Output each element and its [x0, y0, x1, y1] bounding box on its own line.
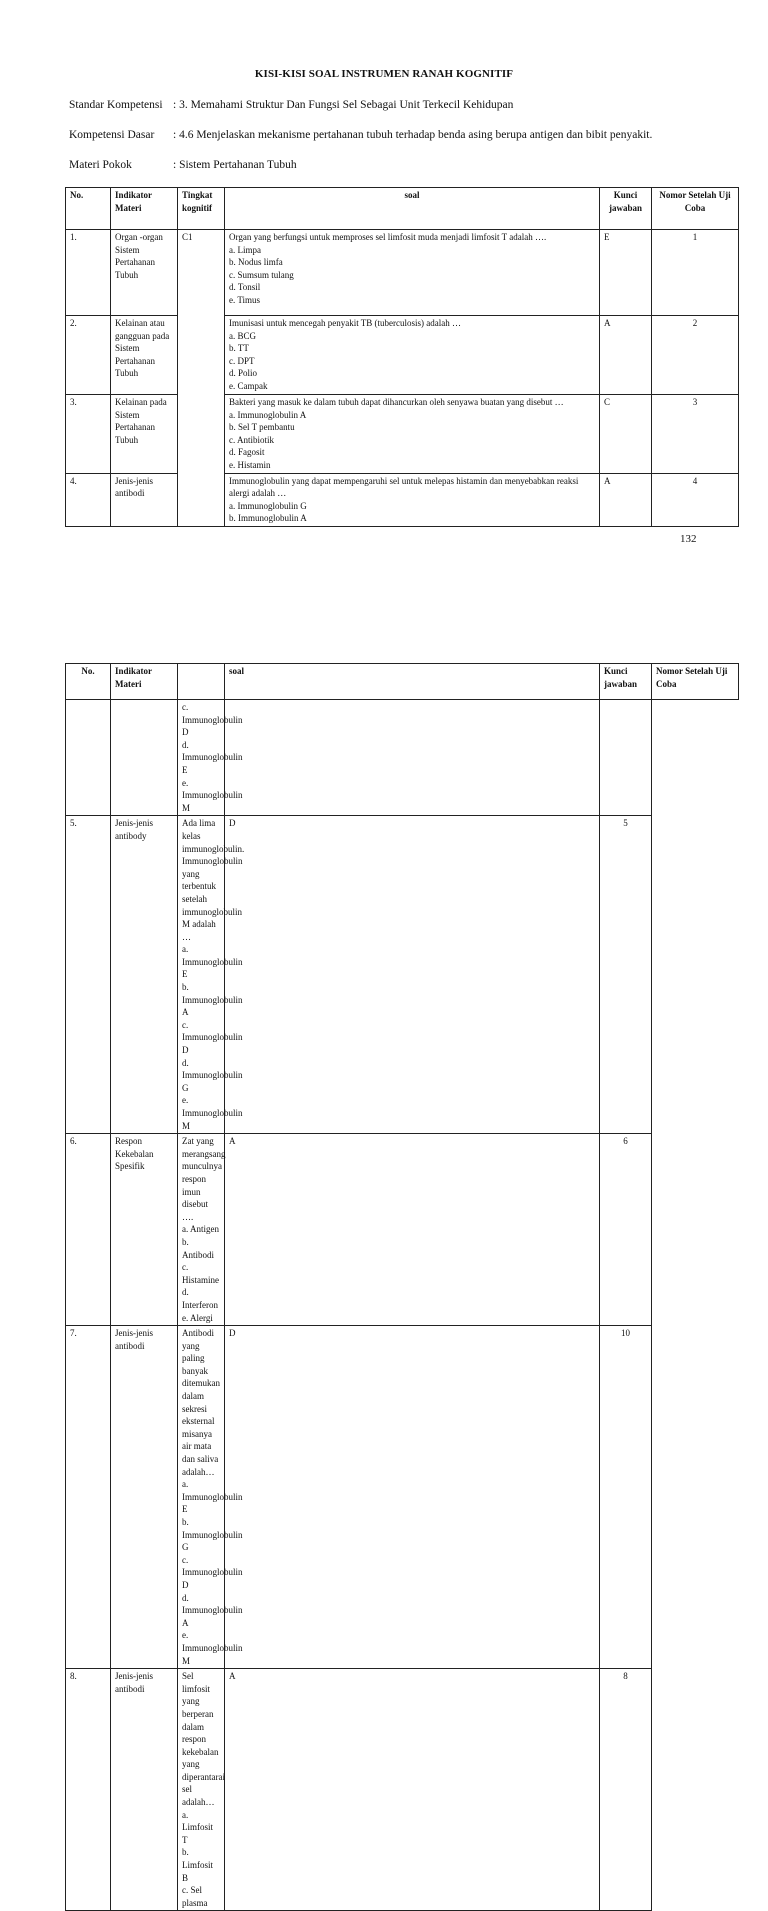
option: e. Histamin — [229, 459, 271, 470]
row-no: 4. — [66, 473, 111, 526]
question-text: Immunoglobulin yang dapat mempengaruhi sel untuk melepas histamin dan menyebabkan reaksi alergi adalah … — [229, 475, 579, 499]
question-text: Bakteri yang masuk ke dalam tubuh dapat dihancurkan oleh senyawa buatan yang disebut … — [229, 397, 564, 407]
option: b. Immunoglobulin A — [229, 513, 307, 524]
option: e. Immunoglobulin M — [182, 777, 243, 813]
row-indikator: Kelainan atau gangguan pada Sistem Pertahanan Tubuh — [111, 316, 178, 395]
row-soal — [178, 1326, 243, 1669]
row-no: 8. — [66, 1669, 111, 1911]
row-kunci: E — [600, 230, 652, 316]
table-row — [66, 230, 739, 316]
option: b. Limfosit B — [182, 1847, 213, 1883]
option: c. Immunoglobulin D — [182, 702, 243, 738]
option: d. Immunoglobulin E — [182, 739, 243, 775]
meta-standar-kompetensi — [69, 99, 514, 111]
option: d. Fagosit — [229, 447, 265, 458]
option: b. Antibodi — [182, 1236, 215, 1260]
row-kunci: D — [225, 816, 600, 1134]
option: c. Sumsum tulang — [229, 269, 294, 280]
table-row — [66, 1326, 739, 1669]
row-indikator: Jenis-jenis antibody — [111, 816, 178, 1134]
row-indikator: Respon Kekebalan Spesifik — [111, 1134, 178, 1326]
row-soal — [225, 230, 600, 316]
row-soal — [178, 700, 243, 816]
row-kunci: C — [600, 395, 652, 474]
header-indikator: Indikator Materi — [111, 664, 178, 700]
option: e. Timus — [229, 294, 261, 305]
option: e. Alergi — [182, 1312, 213, 1323]
question-table-1 — [65, 187, 739, 527]
row-soal — [225, 316, 600, 395]
option: a. Antigen — [182, 1224, 219, 1235]
row-soal — [178, 1669, 225, 1911]
table-row — [66, 1669, 739, 1911]
header-no: No. — [66, 188, 111, 230]
row-nomor: 5 — [600, 816, 652, 1134]
option: c. Immunoglobulin D — [182, 1554, 243, 1590]
option: d. Interferon — [182, 1287, 218, 1310]
question-text: Zat yang merangsang munculnya respon imun disebut …. — [182, 1136, 226, 1222]
table-row — [66, 816, 739, 1134]
option: e. Immunoglobulin M — [182, 1630, 243, 1666]
table-row — [66, 316, 739, 395]
row-no: 1. — [66, 230, 111, 316]
row-indikator — [111, 700, 178, 816]
page-number: 132 — [680, 533, 697, 545]
row-kunci: A — [600, 316, 652, 395]
row-kunci: A — [600, 473, 652, 526]
row-no — [66, 700, 111, 816]
row-tingkat: C1 — [178, 230, 225, 527]
option: b. Immunoglobulin A — [182, 982, 243, 1018]
document-title: KISI-KISI SOAL INSTRUMEN RANAH KOGNITIF — [254, 68, 514, 80]
row-indikator: Jenis-jenis antibodi — [111, 1669, 178, 1911]
option: e. Campak — [229, 380, 268, 391]
row-indikator: Jenis-jenis antibodi — [111, 1326, 178, 1669]
header-soal: soal — [225, 188, 600, 230]
row-no: 2. — [66, 316, 111, 395]
question-text: Imunisasi untuk mencegah penyakit TB (tuberculosis) adalah … — [229, 318, 462, 328]
header-kunci: Kunci jawaban — [600, 664, 652, 700]
option: a. BCG — [229, 330, 256, 341]
option: e. Immunoglobulin M — [182, 1095, 243, 1131]
option: b. Immunoglobulin G — [182, 1517, 243, 1553]
question-text: Organ yang berfungsi untuk memproses sel limfosit muda menjadi limfosit T adalah …. — [229, 232, 547, 242]
question-table-2 — [65, 663, 739, 1911]
row-kunci: A — [225, 1134, 600, 1326]
row-no: 6. — [66, 1134, 111, 1326]
option: a. Immunoglobulin A — [229, 409, 307, 420]
row-soal — [225, 395, 600, 474]
header-indikator: Indikator Materi — [111, 188, 178, 230]
meta-value: : 4.6 Menjelaskan mekanisme pertahanan tubuh terhadap benda asing berupa antigen dan bibit penyakit. — [173, 129, 653, 141]
row-nomor: 4 — [652, 473, 739, 526]
table-row — [66, 700, 739, 816]
option: c. Antibiotik — [229, 434, 274, 445]
row-soal — [178, 816, 245, 1134]
header-no: No. — [66, 664, 111, 700]
option: d. Immunoglobulin A — [182, 1592, 243, 1628]
header-nomor: Nomor Setelah Uji Coba — [652, 664, 739, 700]
header-soal: soal — [225, 664, 600, 700]
header-nomor: Nomor Setelah Uji Coba — [652, 188, 739, 230]
option: c. DPT — [229, 355, 255, 366]
row-kunci: A — [225, 1669, 600, 1911]
row-no: 5. — [66, 816, 111, 1134]
header-kunci: Kunci jawaban — [600, 188, 652, 230]
row-soal — [178, 1134, 225, 1326]
row-nomor: 8 — [600, 1669, 652, 1911]
table-row — [66, 395, 739, 474]
option: b. TT — [229, 343, 249, 354]
option: b. Nodus limfa — [229, 257, 283, 268]
option: a. Immunoglobulin G — [229, 500, 307, 511]
question-text: Sel limfosit yang berperan dalam respon kekebalan yang diperantarai sel adalah… — [182, 1671, 225, 1808]
row-indikator: Jenis-jenis antibodi — [111, 473, 178, 526]
row-no: 3. — [66, 395, 111, 474]
option: c. Histamine — [182, 1262, 219, 1285]
row-kunci: D — [225, 1326, 600, 1669]
option: c. Immunoglobulin D — [182, 1019, 243, 1056]
row-nomor: 2 — [652, 316, 739, 395]
row-nomor: 1 — [652, 230, 739, 316]
meta-label: Materi Pokok — [69, 159, 132, 171]
question-text: Antibodi yang paling banyak ditemukan dalam sekresi eksternal misanya air mata dan saliva adalah… — [182, 1328, 220, 1477]
meta-materi-pokok — [69, 159, 297, 171]
table-row — [66, 1134, 739, 1326]
meta-value: : Sistem Pertahanan Tubuh — [173, 159, 297, 171]
meta-kompetensi-dasar — [69, 129, 653, 141]
option: a. Immunoglobulin E — [182, 944, 243, 980]
option: a. Immunoglobulin E — [182, 1479, 243, 1515]
option: c. Sel plasma — [182, 1885, 208, 1908]
option: d. Tonsil — [229, 282, 261, 293]
header-tingkat — [178, 664, 225, 700]
row-no: 7. — [66, 1326, 111, 1669]
question-text: Ada lima kelas immunoglobulin. Immunoglobulin yang terbentuk setelah immunoglobulin M adalah … — [182, 818, 245, 942]
option: d. Immunoglobulin G — [182, 1057, 243, 1093]
row-nomor: 10 — [600, 1326, 652, 1669]
option: a. Limpa — [229, 244, 261, 255]
row-kunci — [225, 700, 600, 816]
option: d. Polio — [229, 368, 258, 379]
header-tingkat: Tingkat kognitif — [178, 188, 225, 230]
meta-value: : 3. Memahami Struktur Dan Fungsi Sel Sebagai Unit Terkecil Kehidupan — [173, 99, 514, 111]
meta-label: Standar Kompetensi — [69, 99, 163, 111]
option: a. Limfosit T — [182, 1809, 213, 1845]
row-nomor — [600, 700, 652, 816]
meta-label: Kompetensi Dasar — [69, 129, 155, 141]
row-nomor: 3 — [652, 395, 739, 474]
table-row — [66, 473, 739, 526]
row-soal — [225, 473, 600, 526]
table-header-row — [66, 188, 739, 230]
row-indikator: Organ -organ Sistem Pertahanan Tubuh — [111, 230, 178, 316]
option: b. Sel T pembantu — [229, 422, 295, 433]
table-header-row — [66, 664, 739, 700]
row-indikator: Kelainan pada Sistem Pertahanan Tubuh — [111, 395, 178, 474]
row-nomor: 6 — [600, 1134, 652, 1326]
